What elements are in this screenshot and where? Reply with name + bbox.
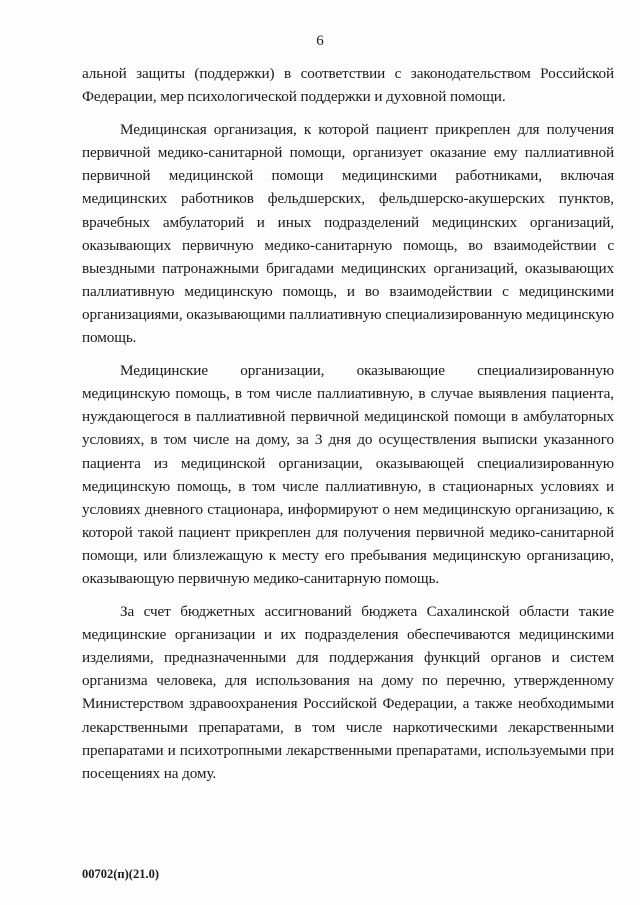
document-code: 00702(п)(21.0)	[82, 867, 159, 881]
paragraph-budget-funding: За счет бюджетных ассигнований бюджета Сахалинской области такие медицинские организации и их подразделения обеспечиваются медицинскими изделиями, предназначенными для поддержания функций органов и систем организма человека, для использования на дому по перечню, утвержденному Министерством здравоохранения Российской Федерации, а также необходимыми лекарственными препаратами, в том числе наркотическими лекарственными препаратами и психотропными лекарственными препаратами, используемыми при посещениях на дому.	[82, 603, 614, 782]
document-body	[82, 62, 614, 785]
page-number: 6	[316, 33, 324, 49]
paragraph-specialized-care-organizations: Медицинские организации, оказывающие специализированную медицинскую помощь, в том числе паллиативную, в случае выявления пациента, нуждающегося в паллиативной первичной медицинской помощи в амбулаторных условиях, в том числе на дому, за 3 дня до осуществления выписки указанного пациента из медицинской организации, оказывающей специализированную медицинскую помощь, в том числе паллиативную, в стационарных условиях и условиях дневного стационара, информируют о нем медицинскую организацию, к которой такой пациент прикреплен для получения первичной медико-санитарной помощи, или близлежащую к месту его пребывания медицинскую организацию, оказывающую первичную медико-санитарную помощь.	[82, 362, 614, 587]
paragraph-primary-care-organization: Медицинская организация, к которой пациент прикреплен для получения первичной медико-санитарной помощи, организует оказание ему паллиативной первичной медицинской помощи медицинскими работниками, включая медицинских работников фельдшерских, фельдшерско-акушерских пунктов, врачебных амбулаторий и иных подразделений медицинских организаций, оказывающих первичную медико-санитарную помощь, во взаимодействии с выездными патронажными бригадами медицинских организаций, оказывающих паллиативную медицинскую помощь, и во взаимодействии с медицинскими организациями, оказывающими паллиативную специализированную медицинскую помощь.	[82, 121, 614, 347]
paragraph-continuation: альной защиты (поддержки) в соответствии с законодательством Российской Федерации, мер психологической поддержки и духовной помощи.	[82, 65, 614, 106]
